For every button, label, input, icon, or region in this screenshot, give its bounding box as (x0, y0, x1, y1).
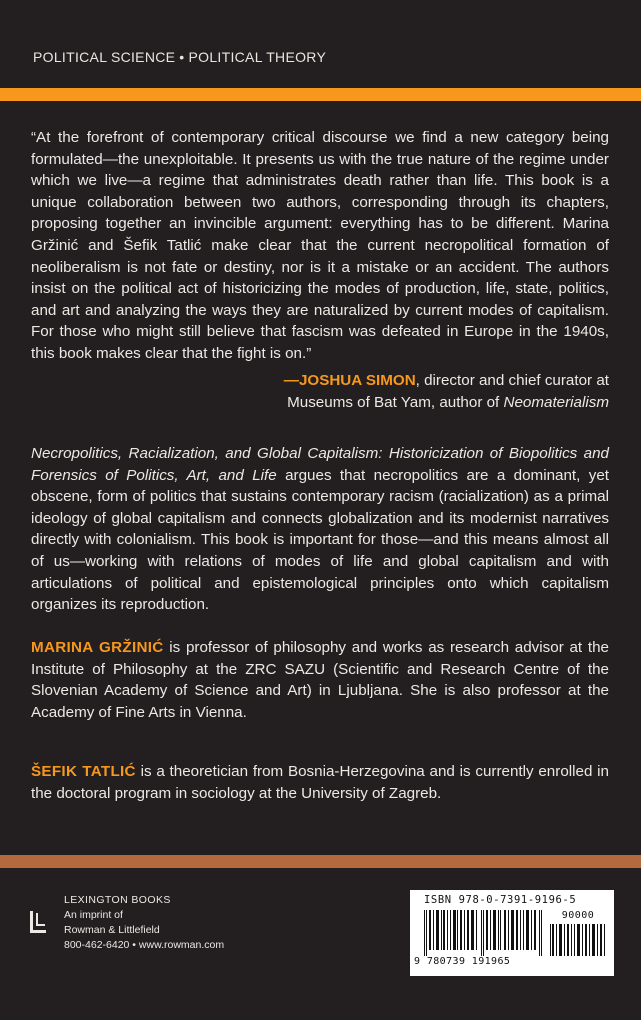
author-name-tatlic: ŠEFIK TATLIĆ (31, 763, 136, 780)
category-political-theory: POLITICAL THEORY (188, 49, 327, 65)
category-political-science: POLITICAL SCIENCE (33, 49, 176, 65)
top-accent-bar (0, 88, 641, 101)
book-description-body: argues that necropolitics are a dominant, yet obscene, form of politics that sustains contemporary racism (racialization) as a primal ideology of global capitalism and connects globalization and its modernist narratives directly with colonialism. This book is important for those—and this means almost all of us—working with relations of modes of life and global capitalism and with articulations of political and epistemological principles onto which capitalism organizes its reproduction. (31, 466, 610, 614)
endorsement-attribution (189, 370, 609, 414)
barcode-digits: 9 780739 191965 (414, 956, 511, 967)
barcode-addon-digits: 90000 (561, 910, 595, 921)
category-line (33, 49, 326, 65)
author-name-grzinic: MARINA GRŽINIĆ (31, 639, 164, 656)
publisher-text (64, 893, 224, 953)
author-bio-tatlic (31, 761, 609, 804)
barcode-addon-bars (550, 924, 606, 956)
isbn-barcode (410, 890, 614, 976)
book-title: Necropolitics, Racialization, and Global Capitalism: Historicization of Biopolitics and Forensics of Politics, Art, and Life (31, 445, 609, 484)
publisher-parent: Rowman & Littlefield (64, 924, 160, 936)
endorsement-quote: “At the forefront of contemporary critical discourse we find a new category being formulated—the unexploitable. It presents us with the true nature of the regime under which we live—a regime that administrates death rather than life. This book is a unique collaboration between two authors, corresponding through its chapters, proposing together an invincible argument: everything has to be different. Marina Gržinić and Šefik Tatlić make clear that the current necropolitical formation of neoliberalism is not fate or destiny, nor is it a mistake or an accident. The authors insist on the political act of historicizing the modes of production, life, state, politics, and art and analyzing the ways they are naturalized by current modes of capitalism. For those who might still believe that fascism was defeated in Europe in the 1940s, this book makes clear that the fight is on.” (31, 129, 609, 362)
author-bio-text: is professor of philosophy and works as research advisor at the Institute of Philosophy at the ZRC SAZU (Scientific and Research Centre of the Slovenian Academy of Science and Art) in Ljubljana. She is also professor at the Academy of Fine Arts in Vienna. (31, 639, 609, 721)
bottom-accent-bar (0, 855, 641, 868)
publisher-block (30, 893, 310, 963)
author-bio-text: is a theoretician from Bosnia-Herzegovina and is currently enrolled in the doctoral program in sociology at the University of Zagreb. (31, 763, 609, 802)
category-separator: • (179, 49, 185, 65)
book-description (31, 443, 609, 616)
publisher-contact: 800-462-6420 • www.rowman.com (64, 939, 225, 951)
endorser-book-title: Neomaterialism (503, 394, 609, 411)
publisher-name: LEXINGTON BOOKS (64, 894, 171, 906)
endorser-role: , director and chief curator at (415, 372, 609, 389)
endorser-affiliation: Museums of Bat Yam, author of (287, 394, 504, 411)
author-bio-grzinic (31, 637, 609, 723)
barcode-bars (424, 910, 546, 956)
publisher-imprint: An imprint of (64, 909, 123, 921)
endorser-name: —JOSHUA SIMON (283, 372, 416, 389)
isbn-number: ISBN 978-0-7391-9196-5 (424, 894, 577, 906)
lexington-logo-icon (30, 911, 46, 933)
